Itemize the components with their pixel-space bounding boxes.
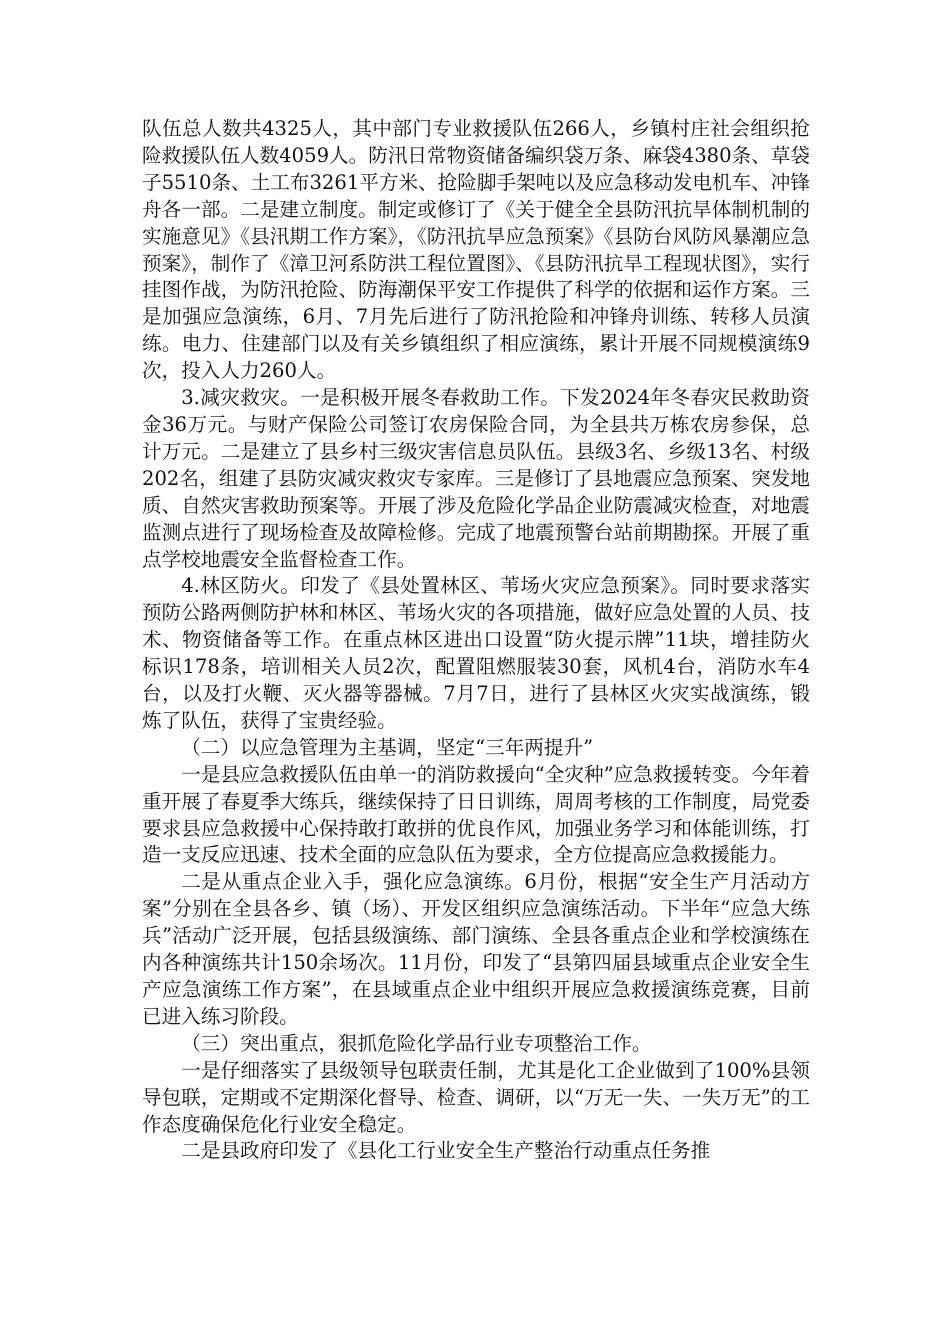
document-body xyxy=(142,116,810,1165)
section-heading-hazardous-chemicals: （三）突出重点，狠抓危险化学品行业专项整治工作。 xyxy=(181,1031,652,1055)
paragraph-flood-preparedness: 队伍总人数共4325人，其中部门专业救援队伍266人，乡镇村庄社会组织抢险救援队伍人数4059人。防汛日常物资储备编织袋万条、麻袋4380条、草袋子5510条、土工布3261平方米、抢险脚手架吨以及应急移动发电机车、冲锋舟各一部。二是建立制度。制定或修订了《关于健全全县防汛抗旱体制机制的实施意见》《县汛期工作方案》，《防汛抗旱应急预案》《县防台风防风暴潮应急预案》，制作了《漳卫河系防洪工程位置图》、《县防汛抗旱工程现状图》，实行挂图作战，为防汛抢险、防海潮保平安工作提供了科学的依据和运作方案。三是加强应急演练，6月、7月先后进行了防汛抢险和冲锋舟训练、转移人员演练。电力、住建部门以及有关乡镇组织了相应演练，累计开展不同规模演练9次，投入人力260人。 xyxy=(142,117,810,383)
paragraph-emergency-drills: 二是从重点企业入手，强化应急演练。6月份，根据“安全生产月活动方案”分别在全县各乡、镇（场）、开发区组织应急演练活动。下半年“应急大练兵”活动广泛开展，包括县级演练、部门演练、全县各重点企业和学校演练在内各种演练共计150余场次。11月份，印发了“县第四届县域重点企业安全生产应急演练工作方案”，在县域重点企业中组织开展应急救援演练竞赛，目前已进入练习阶段。 xyxy=(142,870,810,1028)
paragraph-forest-fire-prevention: 4.林区防火。印发了《县处置林区、苇场火灾应急预案》。同时要求落实预防公路两侧防护林和林区、苇场火灾的各项措施，做好应急处置的人员、技术、物资储备等工作。在重点林区进出口设置“防火提示牌”11块，增挂防火标识178条，培训相关人员2次，配置阻燃服装30套，风机4台，消防水车4台，以及打火鞭、灭火器等器械。7月7日，进行了县林区火灾实战演练，锻炼了队伍，获得了宝贵经验。 xyxy=(142,574,810,732)
paragraph-rescue-team-transformation: 一是县应急救援队伍由单一的消防救援向“全灾种”应急救援转变。今年着重开展了春夏季大练兵，继续保持了日日训练，周周考核的工作制度，局党委要求县应急救援中心保持敢打敢拼的优良作风，加强业务学习和体能训练，打造一支反应迅速、技术全面的应急队伍为要求，全方位提高应急救援能力。 xyxy=(142,762,810,867)
paragraph-disaster-relief: 3.减灾救灾。一是积极开展冬春救助工作。下发2024年冬春灾民救助资金36万元。与财产保险公司签订农房保险合同，为全县共万栋农房参保，总计万元。二是建立了县乡村三级灾害信息员队伍。县级3名、乡级13名、村级202名，组建了县防灾减灾救灾专家库。三是修订了县地震应急预案、突发地质、自然灾害救助预案等。开展了涉及危险化学品企业防震减灾检查，对地震监测点进行了现场检查及故障检修。完成了地震预警台站前期勘探。开展了重点学校地震安全监督检查工作。 xyxy=(142,386,810,571)
paragraph-government-document: 二是县政府印发了《县化工行业安全生产整治行动重点任务推 xyxy=(181,1139,711,1163)
section-heading-emergency-management: （二）以应急管理为主基调，坚定“三年两提升” xyxy=(181,735,594,759)
paragraph-leadership-responsibility: 一是仔细落实了县级领导包联责任制，尤其是化工企业做到了100%县领导包联，定期或不定期深化督导、检查、调研，以“万无一失、一失万无”的工作态度确保危化行业安全稳定。 xyxy=(142,1058,810,1136)
